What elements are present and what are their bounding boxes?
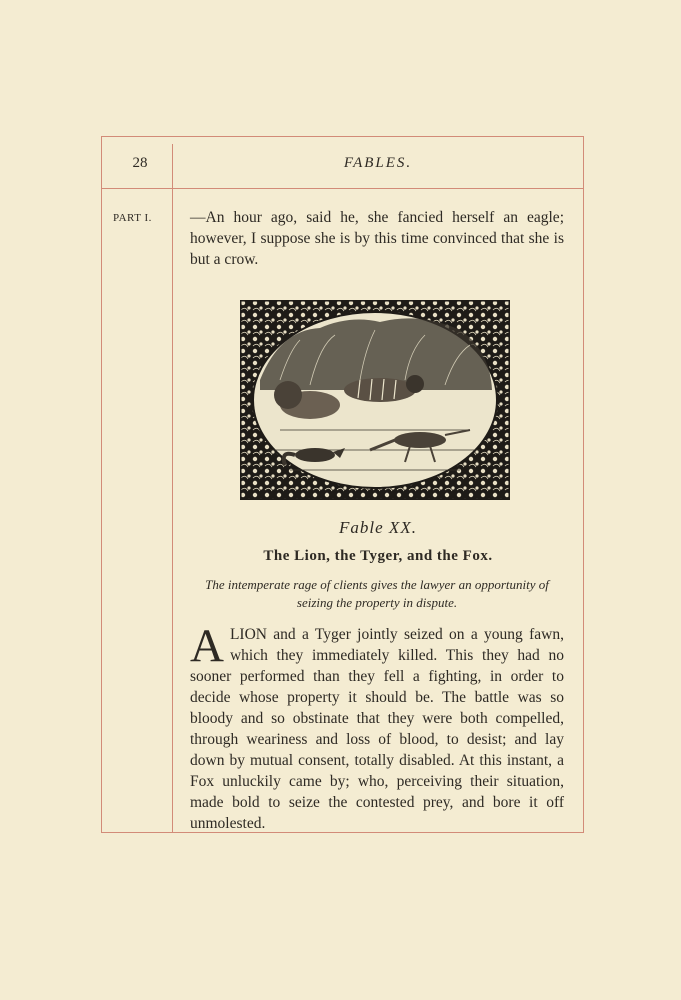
fable-body-text: LION and a Tyger jointly seized on a young fawn, which they immediately killed. This they had no sooner performed than they fell a fighting, in order to decide whose property it should be. The battle was so bloody and so obstinate that they were both compelled, through weariness and loss of blood, to desist; and lay down by mutual consent, totally disabled. At this instant, a Fox unluckily came by; who, perceiving their situation, made bold to seize the contested prey, and bore it off unmolested. — [190, 626, 564, 832]
fable-moral: The intemperate rage of clients gives the lawyer an opportunity of seizing the property in dispute. — [205, 577, 549, 610]
running-title: FABLES. — [343, 155, 413, 171]
drop-cap: A — [190, 620, 224, 672]
page-number: 28 — [132, 155, 148, 171]
part-margin-note: PART I. — [113, 212, 152, 224]
intro-paragraph: —An hour ago, said he, she fancied herself an eagle; however, I suppose she is by this time convinced that she is but a crow. — [190, 209, 564, 268]
fable-title: The Lion, the Tyger, and the Fox. — [263, 548, 493, 564]
fable-body — [190, 620, 564, 834]
fable-number: Fable XX. — [339, 518, 417, 537]
margin-rule — [172, 144, 173, 833]
fable-woodcut-illustration — [240, 300, 510, 500]
header-rule — [101, 188, 584, 189]
